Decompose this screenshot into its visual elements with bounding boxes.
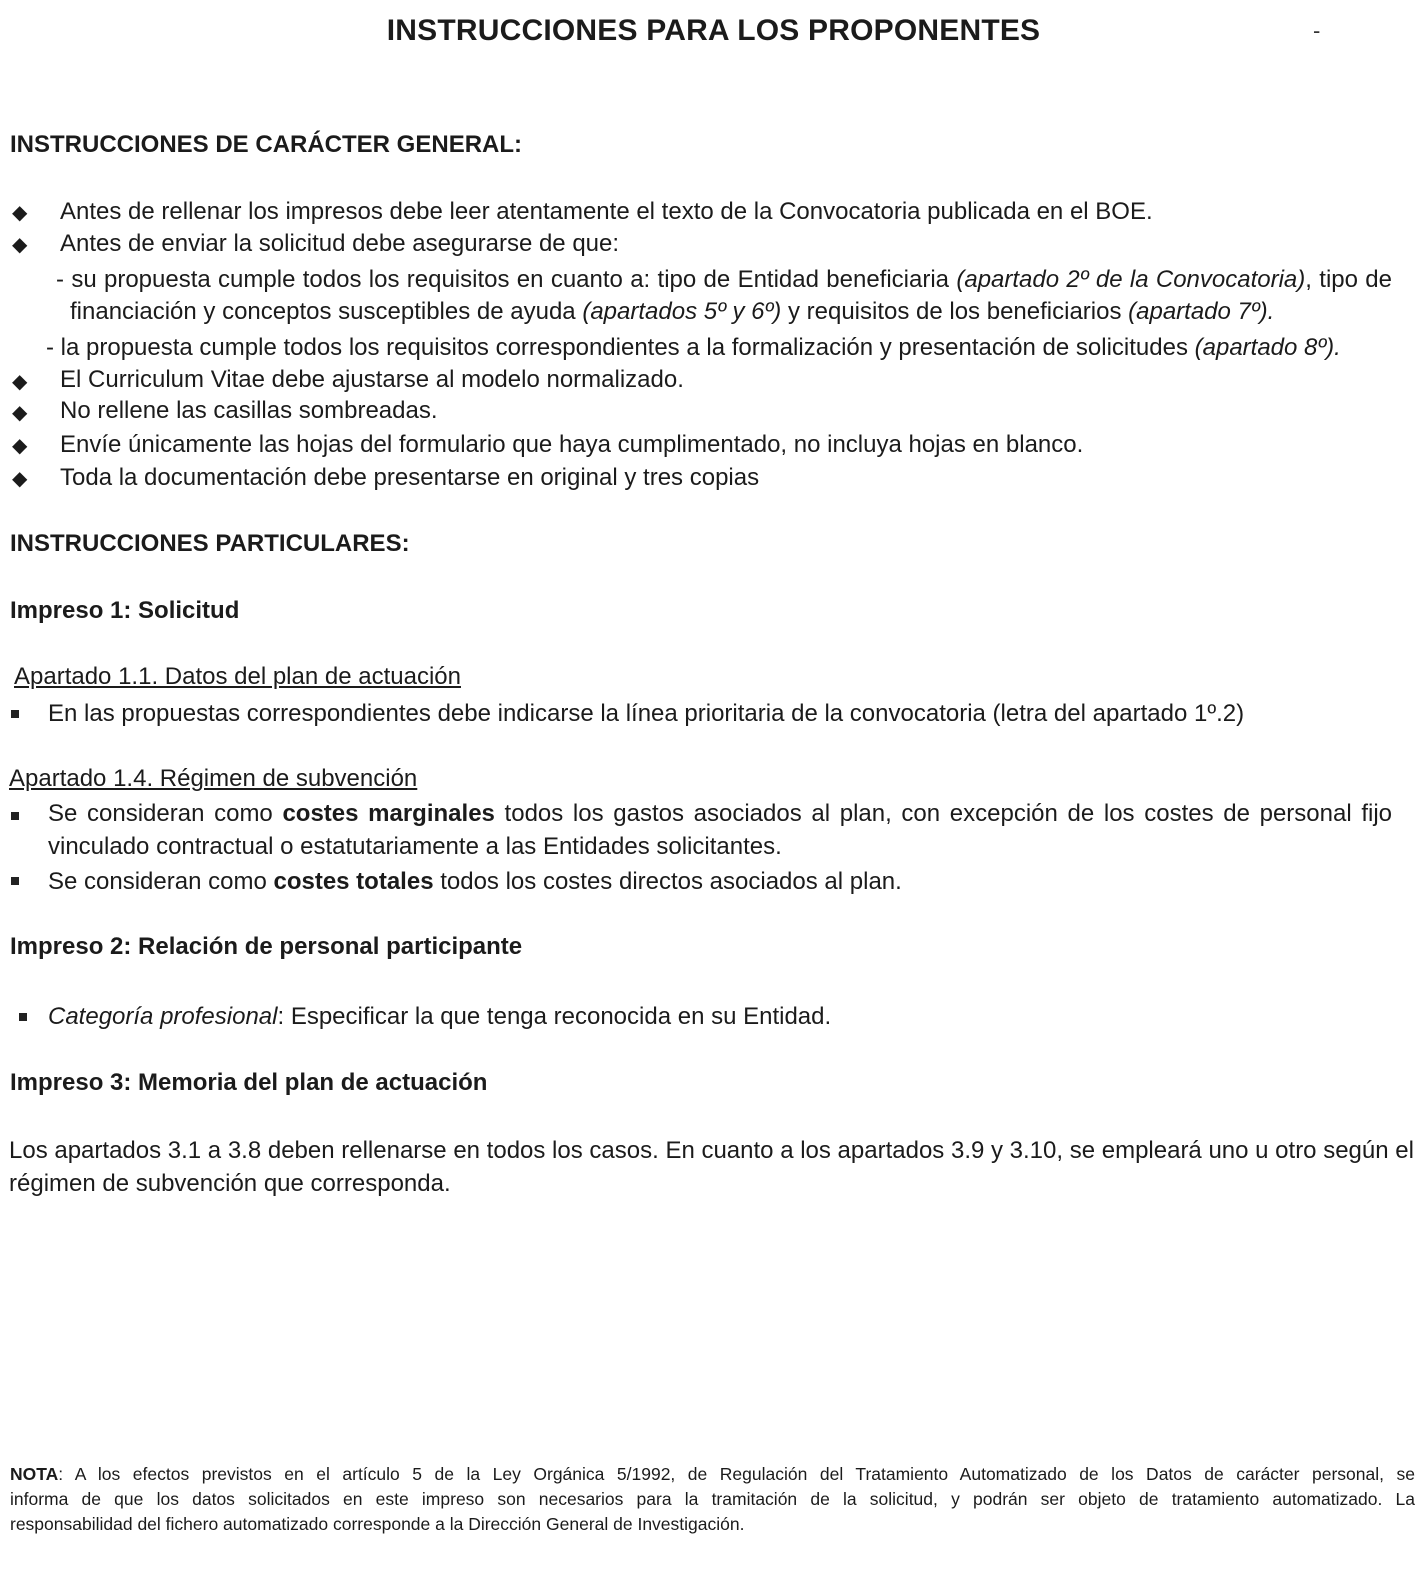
general-bullet-6: Toda la documentación debe presentarse en original y tres copias (60, 464, 760, 491)
nota-line-2: informa de que los datos solicitados en este impreso son necesarios para la tramitación de la solicitud, y podrán ser objeto de tratamiento automatizado. La (10, 1489, 1415, 1509)
impreso-3-paragraph-line-1: Los apartados 3.1 a 3.8 deben rellenarse en todos los casos. En cuanto a los apartados 3.9 y 3.10, se empleará uno u otro según el (9, 1137, 1414, 1164)
corner-mark: - (1313, 18, 1321, 43)
general-sub-item-1-line-2: financiación y conceptos susceptibles de ayuda (apartados 5º y 6º) y requisitos de los beneficiarios (apartado 7º). (70, 298, 1275, 325)
nota-line-1: NOTA: A los efectos previstos en el artículo 5 de la Ley Orgánica 5/1992, de Regulación del Tratamiento Automatizado de los Datos de carácter personal, se (10, 1464, 1415, 1484)
particulares-heading: INSTRUCCIONES PARTICULARES: (10, 530, 410, 557)
apartado-1-1-heading: Apartado 1.1. Datos del plan de actuación (14, 663, 461, 690)
square-bullet-icon (11, 812, 19, 820)
impreso-3-heading: Impreso 3: Memoria del plan de actuación (10, 1069, 488, 1096)
square-bullet-icon (11, 710, 19, 718)
diamond-bullet-icon: ◆ (12, 468, 28, 490)
general-heading: INSTRUCCIONES DE CARÁCTER GENERAL: (10, 131, 523, 158)
impreso-1-heading: Impreso 1: Solicitud (10, 597, 240, 624)
nota-line-3: responsabilidad del fichero automatizado corresponde a la Dirección General de Investigación. (10, 1514, 745, 1534)
apartado-1-1-bullet: En las propuestas correspondientes debe indicarse la línea prioritaria de la convocatoria (letra del apartado 1º.2) (48, 700, 1245, 727)
general-sub-item-2: - la propuesta cumple todos los requisitos correspondientes a la formalización y presentación de solicitudes (apartado 8º). (46, 334, 1341, 361)
impreso-2-heading: Impreso 2: Relación de personal participante (10, 933, 523, 960)
apartado-1-4-bullet-1-line-1: Se consideran como costes marginales todos los gastos asociados al plan, con excepción de los costes de personal fijo (48, 800, 1393, 827)
square-bullet-icon (11, 877, 19, 885)
square-bullet-icon (19, 1013, 27, 1021)
impreso-2-bullet: Categoría profesional: Especificar la que tenga reconocida en su Entidad. (48, 1003, 832, 1030)
general-bullet-1: Antes de rellenar los impresos debe leer atentamente el texto de la Convocatoria publicada en el BOE. (60, 198, 1153, 225)
general-bullet-4: No rellene las casillas sombreadas. (60, 397, 438, 424)
diamond-bullet-icon: ◆ (12, 234, 28, 256)
diamond-bullet-icon: ◆ (12, 402, 28, 424)
general-sub-item-1-line-1: - su propuesta cumple todos los requisitos en cuanto a: tipo de Entidad beneficiaria (apartado 2º de la Convocatoria), tipo de (56, 266, 1392, 293)
impreso-3-paragraph-line-2: régimen de subvención que corresponda. (9, 1170, 451, 1197)
page-title: INSTRUCCIONES PARA LOS PROPONENTES (386, 14, 1041, 47)
diamond-bullet-icon: ◆ (12, 435, 28, 457)
apartado-1-4-bullet-2: Se consideran como costes totales todos los costes directos asociados al plan. (48, 868, 902, 895)
apartado-1-4-heading: Apartado 1.4. Régimen de subvención (9, 765, 418, 792)
nota-paragraph (10, 1462, 1415, 1537)
apartado-1-4-bullet-1-line-2: vinculado contractual o estatutariamente a las Entidades solicitantes. (48, 833, 782, 860)
general-bullet-5: Envíe únicamente las hojas del formulario que haya cumplimentado, no incluya hojas en blanco. (60, 431, 1084, 458)
diamond-bullet-icon: ◆ (12, 202, 28, 224)
diamond-bullet-icon: ◆ (12, 371, 28, 393)
general-bullet-3: El Curriculum Vitae debe ajustarse al modelo normalizado. (60, 366, 684, 393)
general-bullet-2: Antes de enviar la solicitud debe asegurarse de que: (60, 230, 620, 257)
